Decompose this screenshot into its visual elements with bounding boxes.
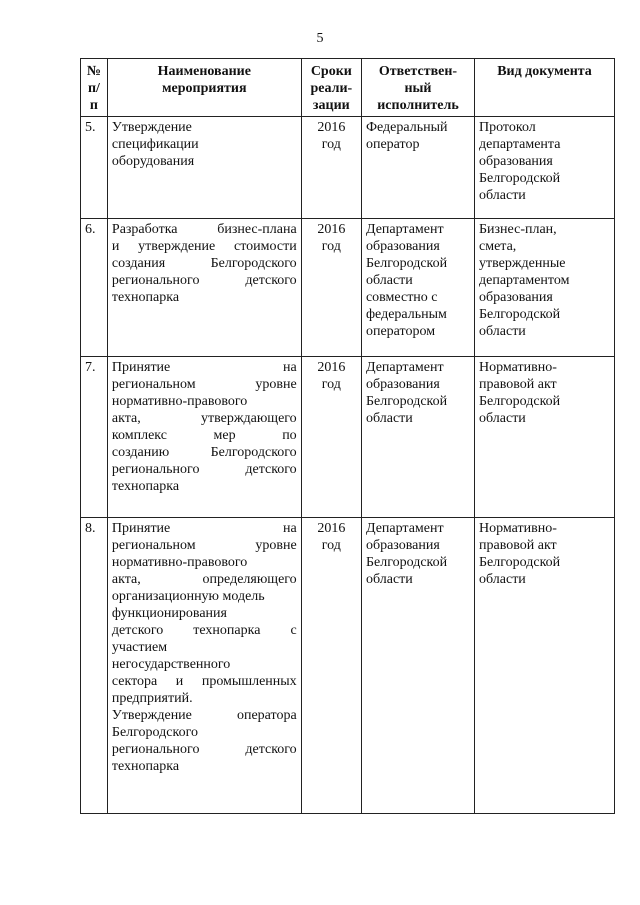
row-responsible: Федеральный оператор: [361, 117, 474, 219]
row-name: Принятие на региональном уровне нормативно-правового акта, утверждающего комплекс мер по созданию Белгородского регионального детского технопарка: [107, 357, 301, 518]
header-name: Наименование мероприятия: [107, 59, 301, 117]
row-document: Бизнес-план, смета, утвержденные департаментом образования Белгородской области: [475, 219, 615, 357]
row-document: Нормативно- правовой акт Белгородской области: [475, 518, 615, 814]
row-term: 2016 год: [301, 518, 361, 814]
table-row: [81, 117, 615, 219]
table-row: [81, 357, 615, 518]
row-term: 2016 год: [301, 357, 361, 518]
table-row: [81, 518, 615, 814]
row-responsible: Департамент образования Белгородской области: [361, 357, 474, 518]
row-responsible: Департамент образования Белгородской области совместно с федеральным оператором: [361, 219, 474, 357]
table-row: [81, 219, 615, 357]
row-name: Утверждение спецификации оборудования: [107, 117, 301, 219]
row-num: 7.: [81, 357, 108, 518]
header-responsible: Ответствен- ный исполнитель: [361, 59, 474, 117]
activities-table: [80, 58, 615, 814]
header-num: № п/п: [81, 59, 108, 117]
header-document: Вид документа: [475, 59, 615, 117]
row-responsible: Департамент образования Белгородской области: [361, 518, 474, 814]
row-term: 2016 год: [301, 117, 361, 219]
row-num: 8.: [81, 518, 108, 814]
row-document: Протокол департамента образования Белгородской области: [475, 117, 615, 219]
header-term: Сроки реали- зации: [301, 59, 361, 117]
row-num: 6.: [81, 219, 108, 357]
table-header-row: [81, 59, 615, 117]
row-name: Разработка бизнес-плана и утверждение стоимости создания Белгородского регионального детского технопарка: [107, 219, 301, 357]
row-name: Принятие на региональном уровне нормативно-правового акта, определяющего организационную модель функционирования детского технопарка с участием негосударственного сектора и промышленных предприятий. Утверждение оператора Белгородского регионального детского технопарка: [107, 518, 301, 814]
row-num: 5.: [81, 117, 108, 219]
row-term: 2016 год: [301, 219, 361, 357]
row-document: Нормативно- правовой акт Белгородской области: [475, 357, 615, 518]
page-number: 5: [316, 31, 324, 46]
